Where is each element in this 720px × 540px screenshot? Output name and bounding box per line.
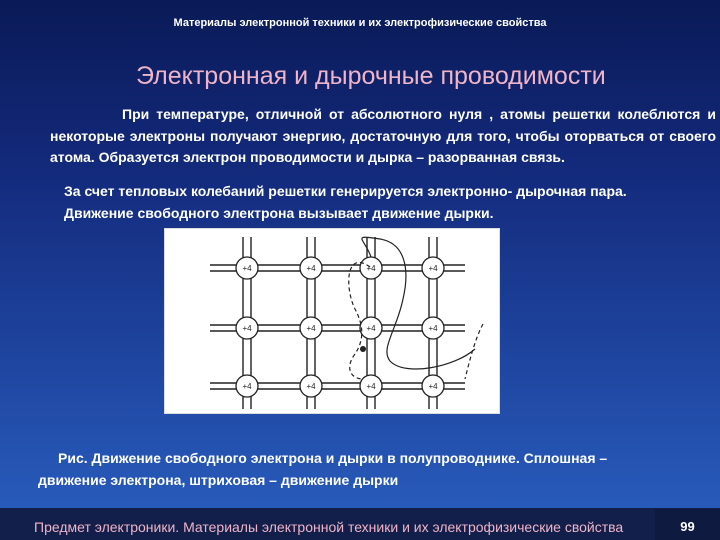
page-number: 99 [655, 509, 720, 540]
intro-paragraph: При температуре, отличной от абсолютного нуля , атомы решетки колеблются и некоторые электроны получают энергию, достаточную для того, чтобы оторваться от своего атома. Образуется электрон проводимости и дырка – разорванная связь. [50, 106, 716, 165]
atom-label: +4 [242, 324, 252, 333]
atom-label: +4 [366, 324, 376, 333]
electron-motion-text: Движение свободного электрона вызывает движение дырки. [64, 205, 494, 221]
atom-label: +4 [428, 264, 438, 273]
lattice-figure [164, 228, 500, 414]
electron-path [362, 237, 475, 369]
atom-label: +4 [366, 382, 376, 391]
atom-label: +4 [306, 382, 316, 391]
atom-label: +4 [428, 324, 438, 333]
atom-label: +4 [242, 264, 252, 273]
atom-label: +4 [428, 382, 438, 391]
footer-text: Предмет электроники. Материалы электронной техники и их электрофизические свойства [34, 519, 624, 535]
atom-label: +4 [366, 264, 376, 273]
atom-label: +4 [242, 382, 252, 391]
slide-header: Материалы электронной техники и их электрофизические свойства [173, 17, 547, 29]
figure-caption: Рис. Движение свободного электрона и дырки в полупроводнике. Сплошная – движение электрона, штриховая – движение дырки [38, 450, 608, 488]
atom-label: +4 [306, 324, 316, 333]
hole-path-2 [465, 324, 483, 379]
pair-generation-text: За счет тепловых колебаний решетки генерируется электронно- дырочная пара. [64, 183, 627, 199]
atom-label: +4 [306, 264, 316, 273]
lattice-diagram [165, 229, 501, 415]
atom-row-1 [236, 257, 444, 397]
slide-title: Электронная и дырочные проводимости [136, 62, 606, 90]
